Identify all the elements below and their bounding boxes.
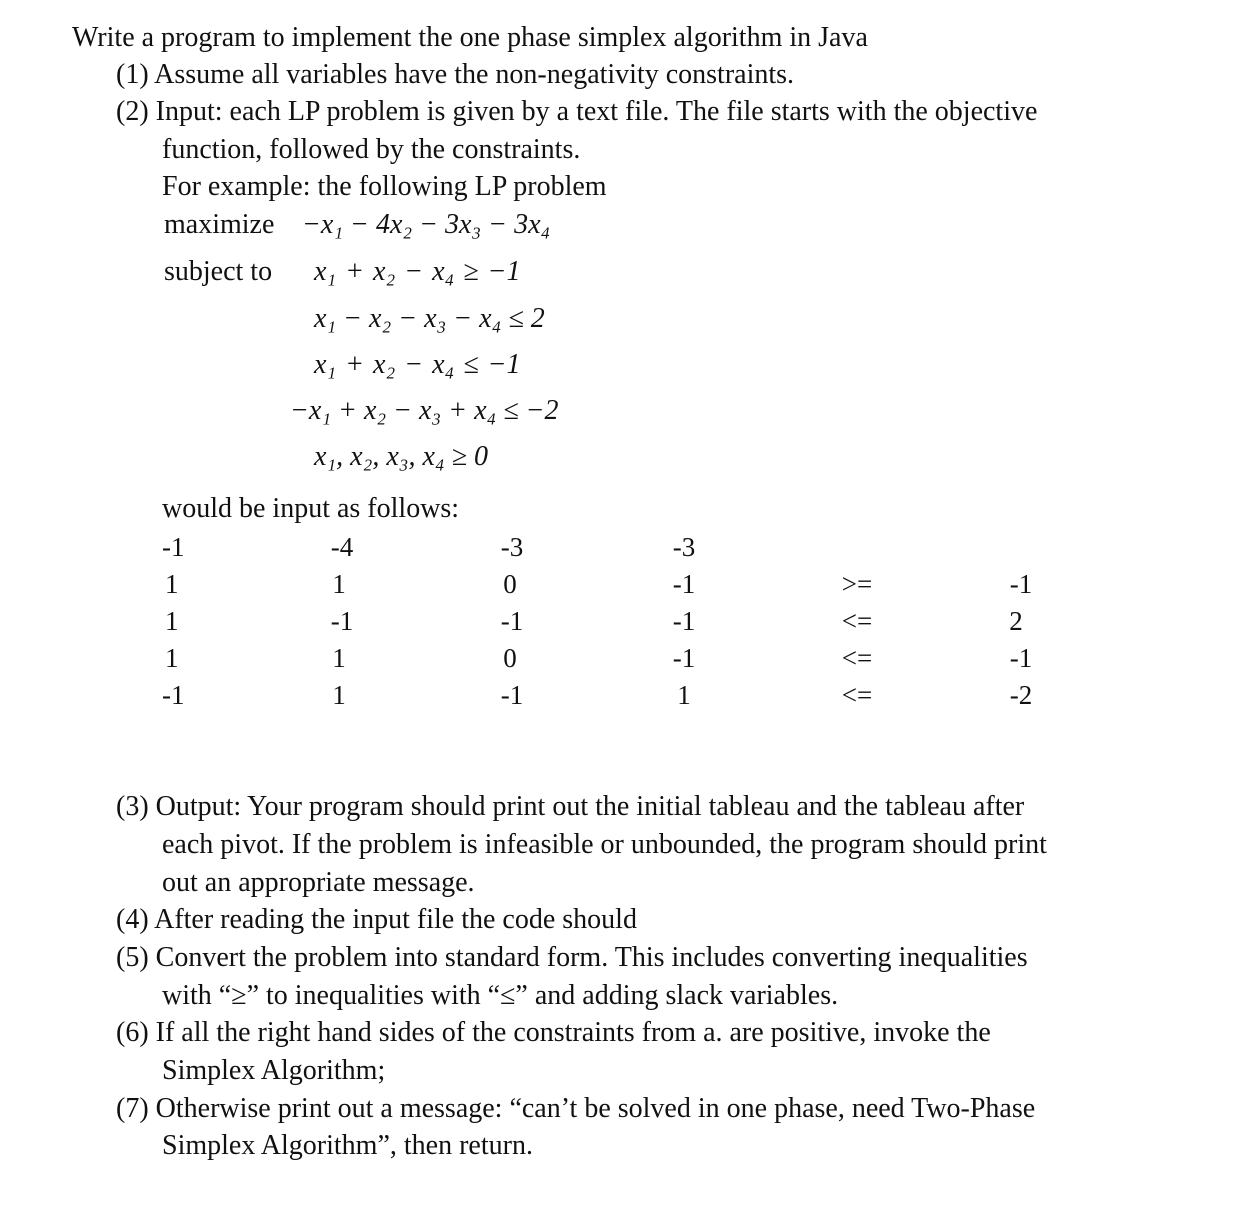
table-cell: 0 bbox=[503, 569, 517, 599]
table-cell: 1 bbox=[332, 680, 346, 710]
table-cell: -3 bbox=[672, 532, 696, 562]
table-cell: 1 bbox=[677, 680, 691, 710]
item-2-line-1: (2) Input: each LP problem is given by a text file. The file starts with the objective bbox=[116, 96, 1038, 127]
table-cell: 1 bbox=[165, 569, 179, 599]
input-intro: would be input as follows: bbox=[162, 493, 460, 524]
item-7-line-2: Simplex Algorithm”, then return. bbox=[162, 1130, 533, 1161]
table-cell: -3 bbox=[500, 532, 524, 562]
table-cell: -1 bbox=[1009, 569, 1033, 599]
table-cell: >= bbox=[841, 569, 873, 599]
heading: Write a program to implement the one phase simplex algorithm in Java bbox=[72, 22, 868, 53]
table-cell: 1 bbox=[165, 643, 179, 673]
item-1: (1) Assume all variables have the non-negativity constraints. bbox=[116, 59, 795, 90]
item-6-line-1: (6) If all the right hand sides of the constraints from a. are positive, invoke the bbox=[116, 1017, 991, 1048]
item-2-line-2: function, followed by the constraints. bbox=[162, 134, 581, 165]
item-3-line-1: (3) Output: Your program should print out the initial tableau and the tableau after bbox=[116, 791, 1025, 822]
table-cell: 2 bbox=[1009, 606, 1023, 636]
maximize-label: maximize bbox=[164, 209, 275, 240]
table-cell: -4 bbox=[330, 532, 354, 562]
table-cell: -2 bbox=[1009, 680, 1033, 710]
table-cell: -1 bbox=[330, 606, 354, 636]
table-cell: -1 bbox=[1009, 643, 1033, 673]
subject-to-label: subject to bbox=[164, 256, 273, 287]
constraint-1: x₁ + x₂ − x₄ ≥ −1 bbox=[314, 256, 521, 287]
table-cell: -1 bbox=[500, 606, 524, 636]
objective-function: −x₁ − 4x₂ − 3x₃ − 3x₄ bbox=[302, 209, 551, 240]
table-cell: -1 bbox=[500, 680, 524, 710]
item-5-line-1: (5) Convert the problem into standard form. This includes converting inequalities bbox=[116, 942, 1028, 973]
table-cell: 1 bbox=[165, 606, 179, 636]
item-6-line-2: Simplex Algorithm; bbox=[162, 1055, 386, 1086]
item-3-line-2: each pivot. If the problem is infeasible or unbounded, the program should print bbox=[162, 829, 1047, 860]
item-5-line-2: with “≥” to inequalities with “≤” and adding slack variables. bbox=[162, 980, 839, 1011]
constraint-3: x₁ + x₂ − x₄ ≤ −1 bbox=[314, 349, 521, 380]
table-cell: -1 bbox=[162, 532, 185, 562]
table-cell: -1 bbox=[672, 569, 696, 599]
item-3-line-3: out an appropriate message. bbox=[162, 867, 475, 898]
table-cell: <= bbox=[841, 680, 873, 710]
table-cell: -1 bbox=[672, 643, 696, 673]
table-cell: <= bbox=[841, 643, 873, 673]
item-7-line-1: (7) Otherwise print out a message: “can’t be solved in one phase, need Two-Phase bbox=[116, 1093, 1036, 1124]
constraint-4: −x₁ + x₂ − x₃ + x₄ ≤ −2 bbox=[290, 395, 559, 426]
table-cell: <= bbox=[841, 606, 873, 636]
table-cell: -1 bbox=[162, 680, 185, 710]
table-cell: 0 bbox=[503, 643, 517, 673]
table-cell: 1 bbox=[332, 643, 346, 673]
item-2-line-3: For example: the following LP problem bbox=[162, 171, 607, 202]
table-cell: -1 bbox=[672, 606, 696, 636]
nonnegativity: x₁, x₂, x₃, x₄ ≥ 0 bbox=[314, 441, 489, 472]
item-4: (4) After reading the input file the code should bbox=[116, 904, 637, 935]
table-cell: 1 bbox=[332, 569, 346, 599]
constraint-2: x₁ − x₂ − x₃ − x₄ ≤ 2 bbox=[314, 303, 545, 334]
